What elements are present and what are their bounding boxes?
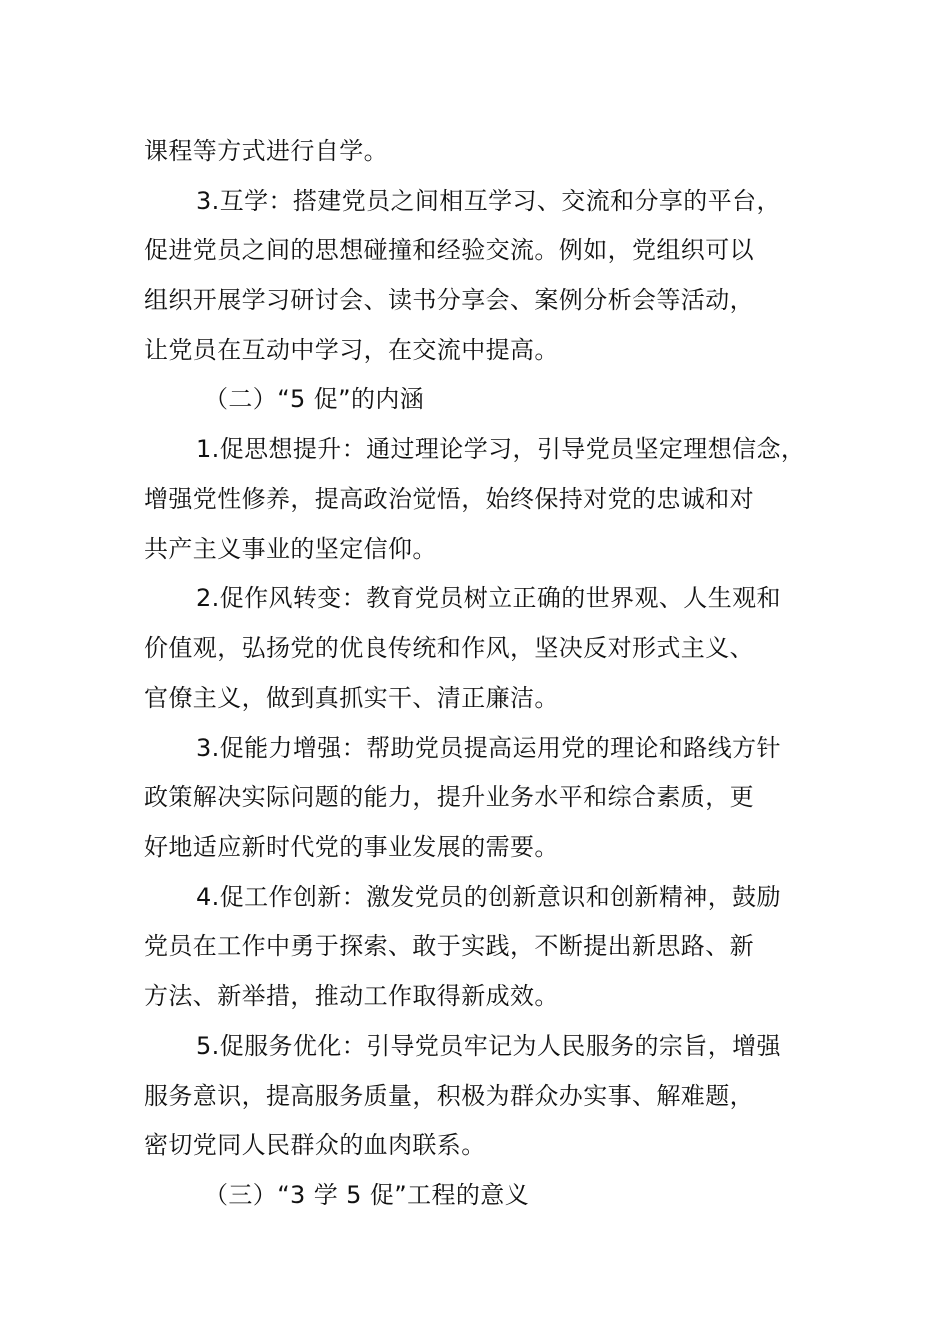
text-line: 5.促服务优化：引导党员牢记为人民服务的宗旨，增强 — [196, 1032, 781, 1060]
text-line: 3.促能力增强：帮助党员提高运用党的理论和路线方针 — [196, 734, 781, 762]
text-line: 课程等方式进行自学。 — [144, 137, 388, 165]
text-line: 服务意识，提高服务质量，积极为群众办实事、解难题， — [144, 1082, 754, 1110]
text-line: 增强党性修养，提高政治觉悟，始终保持对党的忠诚和对 — [144, 485, 754, 513]
text-line: 3.互学：搭建党员之间相互学习、交流和分享的平台， — [196, 187, 781, 215]
text-line: 2.促作风转变：教育党员树立正确的世界观、人生观和 — [196, 584, 781, 612]
text-line: 共产主义事业的坚定信仰。 — [144, 535, 437, 563]
text-line: 4.促工作创新：激发党员的创新意识和创新精神，鼓励 — [196, 883, 781, 911]
text-line: 方法、新举措，推动工作取得新成效。 — [144, 982, 559, 1010]
section-heading: （二）“5 促”的内涵 — [204, 385, 425, 413]
text-line: 好地适应新时代党的事业发展的需要。 — [144, 833, 559, 861]
text-line: 1.促思想提升：通过理论学习，引导党员坚定理想信念， — [196, 435, 806, 463]
text-line: 政策解决实际问题的能力，提升业务水平和综合素质，更 — [144, 783, 754, 811]
text-line: 党员在工作中勇于探索、敢于实践，不断提出新思路、新 — [144, 932, 754, 960]
text-line: 价值观，弘扬党的优良传统和作风，坚决反对形式主义、 — [144, 634, 754, 662]
text-line: 密切党同人民群众的血肉联系。 — [144, 1131, 486, 1159]
text-line: 组织开展学习研讨会、读书分享会、案例分析会等活动， — [144, 286, 754, 314]
text-line: 官僚主义，做到真抓实干、清正廉洁。 — [144, 684, 559, 712]
text-line: 让党员在互动中学习，在交流中提高。 — [144, 336, 559, 364]
section-heading: （三）“3 学 5 促”工程的意义 — [204, 1181, 530, 1209]
text-line: 促进党员之间的思想碰撞和经验交流。例如，党组织可以 — [144, 236, 754, 264]
